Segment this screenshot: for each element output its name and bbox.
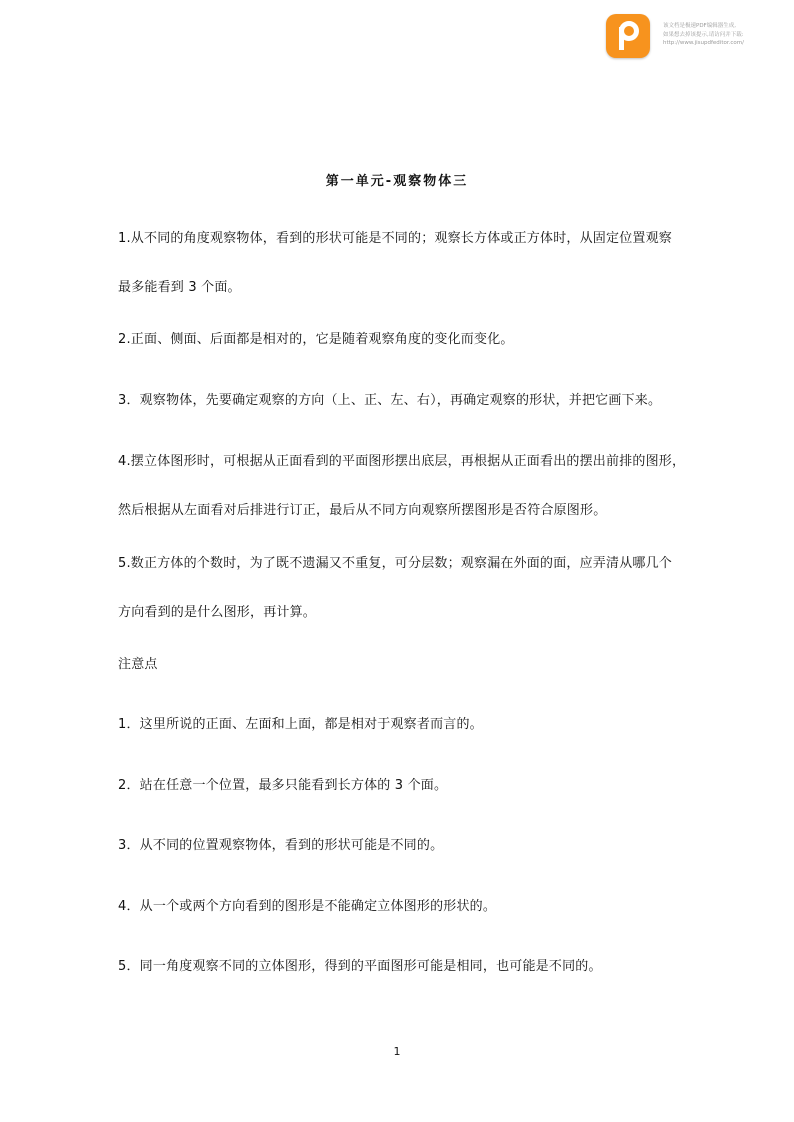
- note-3: [118, 821, 688, 870]
- paragraph-line: 3．观察物体，先要确定观察的方向（上、正、左、右），再确定观察的形状，并把它画下来。: [118, 393, 662, 408]
- watermark-line: 如果想去掉该提示,请访问并下载:: [663, 31, 744, 38]
- paragraph-line: 3．从不同的位置观察物体，看到的形状可能是不同的。: [118, 838, 444, 853]
- paragraph-line: 方向看到的是什么图形，再计算。: [118, 605, 317, 620]
- paragraph-line: 1.从不同的角度观察物体，看到的形状可能是不同的；观察长方体或正方体时，从固定位置观察: [118, 231, 673, 246]
- document-title: 第一单元-观察物体三: [325, 174, 469, 189]
- paragraph-line: 1．这里所说的正面、左面和上面，都是相对于观察者而言的。: [118, 717, 483, 732]
- pdf-editor-logo: [606, 14, 650, 58]
- paragraph-line: 4.摆立体图形时，可根据从正面看到的平面图形摆出底层，再根据从正面看出的摆出前排的图形，: [118, 454, 686, 469]
- paragraph-line: 2．站在任意一个位置，最多只能看到长方体的 3 个面。: [118, 778, 448, 793]
- paragraph-line: 注意点: [118, 657, 158, 672]
- paragraph-line: 4．从一个或两个方向看到的图形是不能确定立体图形的形状的。: [118, 899, 497, 914]
- note-5: [118, 942, 688, 991]
- paragraph-line: 然后根据从左面看对后排进行订正，最后从不同方向观察所摆图形是否符合原图形。: [118, 503, 607, 518]
- notes-heading: [118, 640, 688, 689]
- page-number: 1: [393, 1045, 401, 1058]
- note-1: [118, 700, 688, 749]
- watermark-link[interactable]: http://www.jisupdfeditor.com/: [663, 40, 744, 46]
- watermark-line: 该文档是极速PDF编辑器生成,: [663, 23, 736, 29]
- p-letter-stem: [619, 27, 624, 50]
- paragraph-line: 5.数正方体的个数时，为了既不遗漏又不重复，可分层数；观察漏在外面的面，应弄清从哪几个: [118, 556, 673, 571]
- paragraph-4: [118, 437, 688, 535]
- paragraph-1: [118, 214, 688, 312]
- paragraph-5: [118, 539, 688, 637]
- paragraph-2: [118, 315, 688, 364]
- watermark-notice: [663, 22, 791, 48]
- note-4: [118, 882, 688, 931]
- note-2: [118, 761, 688, 810]
- paragraph-3: [118, 376, 688, 425]
- paragraph-line: 最多能看到 3 个面。: [118, 280, 241, 295]
- paragraph-line: 5．同一角度观察不同的立体图形，得到的平面图形可能是相同，也可能是不同的。: [118, 959, 602, 974]
- paragraph-line: 2.正面、侧面、后面都是相对的，它是随着观察角度的变化而变化。: [118, 332, 514, 347]
